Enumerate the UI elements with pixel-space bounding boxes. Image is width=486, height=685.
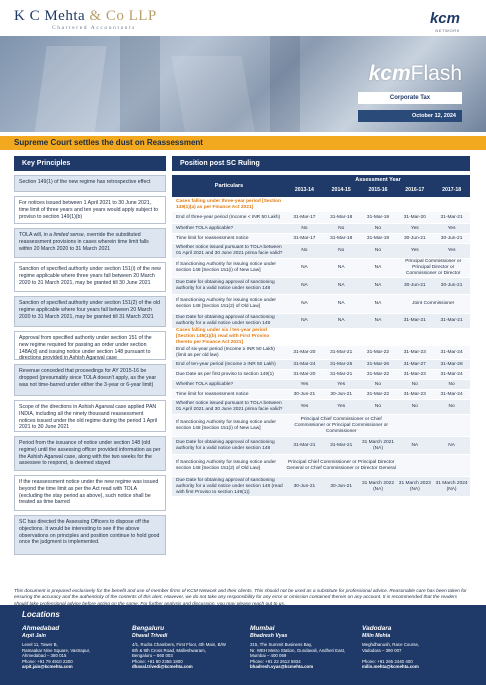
cell-value: No: [374, 404, 382, 409]
cell-value: 30-Jun-21: [330, 483, 352, 489]
principle-text: Revenue conceded that proceedings for AY 2015-16 be dropped (presumably since TOLA doesn't apply, as the year was not time-barred under either the 3-year or 6-year limit): [19, 368, 157, 388]
principle-text: Scope of the directions in Ashish Agarwal case applied PAN INDIA, including all the ninety thousand reassessment notices issued under the old regime during the period 1 April 2021 to 30 June 2021: [19, 404, 158, 431]
cell-value: NA: [374, 301, 382, 306]
office-city: Ahmedabad: [22, 625, 60, 632]
cell-value: No: [411, 381, 418, 387]
cell-value: 31-Mar-20: [293, 349, 316, 355]
office-address-line: Mumbai – 400 069: [250, 653, 287, 659]
office-vadodara: [362, 625, 472, 670]
office-address-line: Level 11, Tower B,: [22, 642, 58, 647]
office-address-line: Meghdhanush, Race Course,: [362, 642, 420, 647]
principle-text: Period from the issuance of notice under section 148 (old regime) until the assessing officer provided information as per the Ashish Agarwal case, along with the two weeks for the assessee to respond, is deemed stayed: [19, 440, 161, 467]
key-principle-item: [14, 175, 166, 192]
cell-value: No: [374, 225, 382, 231]
cell-value: Yes: [447, 225, 456, 231]
cell-value: No: [374, 381, 382, 387]
table-row: [172, 370, 470, 380]
row-label: Whether TOLA applicable?: [176, 381, 234, 387]
date-badge: October 12, 2024: [358, 110, 462, 122]
cell-value: Yes: [410, 248, 419, 253]
office-city: Mumbai: [250, 625, 275, 632]
office-contact: Milin Mehta: [362, 633, 391, 639]
cell-value: NA: [411, 442, 419, 448]
table-header: [172, 175, 470, 197]
key-principles-heading: Key Principles: [14, 156, 166, 171]
assessment-year-header: Assessment Year: [355, 177, 401, 183]
cell-value: 30-Jun-21: [403, 283, 426, 288]
cell-value: No: [301, 225, 308, 231]
cell-value: 31-Mar-21: [293, 442, 316, 448]
cell-value: 31 March 2021 (NA): [361, 439, 394, 451]
cell-value: No: [411, 404, 418, 409]
principle-text: Sanction of specified authority under section 151(2) of the old regime applicable where four years fall between 20 March 2020 to 31 March 2021, may be granted till 31 March 2021: [19, 300, 161, 320]
particulars-header: Particulars: [214, 183, 244, 189]
cell-value: Yes: [337, 404, 346, 409]
row-label: Whether notice issued pursuant to TOLA between 01 April 2021 and 30 June 2021 prima facie valid?: [176, 245, 283, 256]
table-row: [172, 477, 470, 497]
cell-value: 31-Mar-19: [366, 235, 390, 241]
office-address-line: 4/1, Rudra Chambers, First Floor, 4th Main, B/W: [132, 642, 226, 647]
office-ahmedabad: [22, 625, 132, 670]
row-label: Time limit for reassessment notice: [176, 235, 249, 241]
table-row: [172, 380, 470, 390]
table-row: [172, 390, 470, 400]
cell-value: 30-Jun-21: [440, 235, 463, 241]
cell-value: 31-Mar-18: [330, 214, 353, 220]
cell-value: No: [338, 248, 345, 253]
row-label: Due Date as per first proviso to section 149(1): [176, 371, 274, 377]
cell-value: Yes: [337, 381, 346, 387]
cell-value: 31 March 2022 (NA): [361, 480, 394, 492]
key-principle-item: [14, 475, 166, 511]
cell-value: 31-Mar-21: [330, 371, 353, 377]
cell-value: 31-Mar-19: [366, 214, 390, 220]
cell-value: No: [448, 404, 455, 409]
table-row: [172, 346, 470, 360]
cell-value: 31 March 2023 (NA): [398, 480, 431, 492]
cell-value: 30-Jun-21: [403, 235, 426, 241]
cell-value: 31-Mar-21: [440, 214, 463, 220]
cell-value: 31-Mar-28: [440, 361, 463, 367]
cell-value: 31-Mar-17: [293, 235, 316, 241]
key-principle-item: [14, 262, 166, 292]
cell-value: 31-Mar-23: [403, 349, 426, 355]
table-row: [172, 437, 470, 455]
cell-value: NA: [374, 283, 382, 288]
cell-value: Yes: [447, 248, 456, 253]
row-label: End of three-year period (Income < INR 50 Lakh): [176, 214, 281, 220]
office-address-line: Phone: +91 22 2612 5834: [250, 658, 301, 664]
cell-value: NA: [301, 265, 308, 270]
row-label: End of ten-year period (Income ≥ INR 50 Lakh): [176, 361, 276, 367]
table-row: [172, 199, 470, 212]
principle-text: , override the substituted reassessment provisions in cases wherein time limit falls within 20 March 2020 to 31 March 2021: [19, 232, 149, 252]
table-row: [172, 224, 470, 234]
spanned-value: Principal Chief Commissioner or Principal Director General or Chief Commissioner or Director General: [286, 459, 396, 471]
cell-value: Yes: [410, 225, 419, 231]
cell-value: 31-Mar-25: [330, 361, 353, 367]
flash-brand: kcm: [368, 62, 411, 85]
row-label: Whether TOLA applicable?: [176, 225, 234, 231]
cell-value: NA: [374, 265, 382, 270]
locations-heading: Locations: [22, 610, 60, 619]
cell-value: NA: [337, 318, 345, 323]
office-contact: Bhadresh Vyas: [250, 633, 288, 639]
row-label: Due Date for obtaining approval of sanctioning authority for a valid notice under section 148 (read with first Proviso to section 149(1)): [176, 477, 283, 495]
table-row: [172, 212, 470, 224]
cell-value: 31-Mar-27: [403, 361, 426, 367]
table-row: [172, 360, 470, 370]
principle-text: If the reassessment notice under the new regime was issued beyond the time limit as per the Act read with TOLA (excluding the stay period as above), such notice shall be treated as time barred: [19, 479, 159, 506]
cell-value: 31-Mar-21: [403, 318, 426, 323]
firm-suffix: & Co LLP: [89, 8, 157, 24]
cell-value: 30-Jun-21: [330, 391, 352, 397]
principle-text: Sanction of specified authority under section 151(i) of the new regime applicable where three years fall between 20 March 2020 to 31 March 2021, may be granted till 30 June 2021: [19, 266, 161, 286]
table-row: [172, 278, 470, 295]
cell-value: 31-Mar-22: [366, 349, 390, 355]
cell-value: No: [448, 381, 455, 387]
page-title: Supreme Court settles the dust on Reassessment: [14, 138, 203, 147]
office-address-line: 315, The Summit Business Bay,: [250, 642, 313, 647]
principle-text: Section 149(1) of the new regime has retrospective effect: [19, 179, 151, 185]
year-header: 2017-18: [442, 187, 462, 193]
row-label: Time limit for reassessment notice: [176, 391, 249, 397]
office-contact: Arpit Jain: [22, 633, 46, 639]
cell-value: 31-Mar-24: [293, 361, 316, 367]
office-address-line: Phone: +91 265 2440 400: [362, 658, 413, 664]
office-address-line: Nr. WEH Metro Station, Gundavali, Andheri East,: [250, 647, 346, 653]
cell-value: No: [374, 248, 382, 253]
section-label: Cases falling under three-year period [Section 149(1)(a) as per Finance Act 2021]: [176, 199, 282, 210]
principle-text: TOLA will,: [19, 232, 44, 238]
row-label: If Sanctioning Authority for issuing notice under section 148 [Section 151(i) of New Law]: [176, 262, 276, 273]
key-principle-item: [14, 331, 166, 360]
cell-value: 31-Mar-24: [440, 349, 463, 355]
table-row: [172, 259, 470, 278]
firm-logo: [14, 8, 157, 25]
cell-value: 31-Mar-22: [366, 371, 390, 377]
cell-value: NA: [374, 318, 382, 323]
network-sub: NETWORK: [435, 28, 460, 33]
title-bar: [0, 136, 486, 150]
cell-value: 31-Mar-26: [366, 361, 390, 367]
table-row: [172, 295, 470, 314]
cell-value: NA: [301, 318, 308, 323]
office-mumbai: [250, 625, 360, 670]
firm-name: K C Mehta: [14, 8, 86, 24]
principle-text: For notices issued between 1 April 2021 to 30 June 2021, time limit of three years and ten years would apply subject to proviso to section 149(1)(b): [19, 200, 158, 220]
year-header: 2015-16: [368, 187, 388, 193]
key-principle-item: [14, 364, 166, 396]
office-address-line: Ratnaakar Nine Square, Vastrapur,: [22, 647, 91, 653]
principle-text: Approval from specified authority under section 151 of the new regime required for passing an order under section 148A(d) and issuing notice under section 148 pursuant to directions provided in Ashish Agarwal case: [19, 335, 152, 362]
cell-value: 31-Mar-24: [440, 391, 463, 397]
year-header: 2013-14: [294, 187, 314, 193]
network-logo: kcm: [429, 10, 460, 27]
key-principle-item: [14, 515, 166, 555]
year-headers: [286, 187, 470, 193]
spanned-value: Principal Chief Commissioner or Chief Commissioner or Principal Commissioner or Commissioner: [294, 416, 388, 434]
key-principle-item: [14, 196, 166, 224]
cell-value: No: [301, 248, 308, 253]
cell-value: 31-Mar-18: [330, 235, 353, 241]
table-row: [172, 244, 470, 259]
office-address-line: Ahmedabad – 380 015: [22, 653, 67, 659]
row-label: End of six-year period (Income ≥ INR 50 Lakh) (limit as per old law): [176, 346, 275, 358]
table-row: [172, 455, 470, 477]
cell-value: NA: [337, 283, 345, 288]
office-address-line: Bengaluru – 560 003: [132, 653, 173, 659]
cell-value: Yes: [300, 404, 309, 409]
office-email[interactable]: arpit.jain@kcmehta.com: [22, 664, 73, 670]
office-contact: Dhaval Trivedi: [132, 633, 168, 639]
principle-emphasis: in a limited sense: [43, 232, 84, 238]
table-row: [172, 400, 470, 415]
cell-value: 31-Mar-17: [293, 214, 316, 220]
cell-value: NA: [301, 301, 308, 306]
top-header: [0, 0, 486, 36]
office-address-line: Phone: +91 80 2356 1800: [132, 658, 183, 664]
row-label: Whether notice issued pursuant to TOLA between 01 April 2021 and 30 June 2021 prima facie valid?: [176, 401, 283, 412]
row-label: If Sanctioning Authority for issuing notice under section 148 [Section 151(i) of New Law]: [176, 419, 276, 431]
key-principle-item: [14, 228, 166, 258]
cell-value: Yes: [300, 381, 309, 387]
table-row: [172, 234, 470, 244]
row-label: If Sanctioning Authority for issuing notice under section 148 [Section 151(2) of Old Law]: [176, 459, 276, 471]
year-header: 2016-17: [405, 187, 425, 193]
section-label: Cases falling under six / ten-year period [Section 149(1)(b) read with First Proviso thereto per Finance Act 2021]: [176, 328, 270, 345]
year-header: 2014-15: [331, 187, 351, 193]
flash-title: [369, 62, 462, 86]
table-row: [172, 415, 470, 437]
key-principle-item: [14, 436, 166, 471]
flash-word: Flash: [410, 62, 462, 85]
cell-value: No: [338, 225, 345, 231]
cell-value: 30-Jun-21: [293, 483, 316, 489]
cell-value: NA: [448, 442, 455, 448]
office-email[interactable]: dhaval.trivedi@kcmehta.com: [132, 664, 193, 670]
spanned-value: Joint Commissioner: [412, 301, 455, 306]
spanned-value: Principal Commissioner or Principal Director or Commissioner or Director: [405, 259, 462, 276]
row-label: Due Date for obtaining approval of sanctioning authority for a valid notice under section 148: [176, 315, 275, 326]
cell-value: 30-Jun-21: [440, 283, 463, 288]
office-email[interactable]: bhadresh.vyas@kcmehta.com: [250, 664, 314, 670]
cell-value: 31-Mar-23: [403, 391, 426, 397]
cell-value: 31-Mar-20: [293, 371, 316, 377]
cell-value: 31 March 2024 (NA): [435, 480, 468, 492]
category-badge: Corporate Tax: [358, 92, 462, 104]
disclaimer: This document is prepared exclusively for the benefit and use of member firms of KCM Network and their clients. This should not be used as a substitute for professional advice. Reasonable care has been taken for ensuring the accuracy and the authenticity of the contents of this alert. However, we do not take any responsibility for any error or omission contained therein on any account. It is recommended that the readers: [14, 589, 467, 601]
cell-value: 31-Mar-24: [440, 371, 463, 377]
cell-value: 31-Mar-22: [366, 391, 390, 397]
cell-value: NA: [301, 283, 308, 288]
cell-value: 31-Mar-21: [330, 442, 353, 448]
office-bengaluru: [132, 625, 242, 670]
office-address-line: Vadodara – 390 007: [362, 647, 402, 653]
office-city: Vadodara: [362, 625, 392, 632]
principle-text: SC has directed the Assessing Officers to dispose off the objections. It would be interesting to see if the above observations on principles and position continue to hold good once the judgment is implemented.: [19, 519, 160, 546]
locations-footer: [0, 605, 486, 685]
cell-value: 31-Mar-23: [403, 371, 426, 377]
cell-value: 31-Mar-20: [403, 214, 426, 220]
key-principle-item: [14, 400, 166, 432]
row-label: Due Date for obtaining approval of sanctioning authority for a valid notice under section 148: [176, 280, 275, 291]
banner: [0, 36, 486, 132]
row-label: Due Date for obtaining approval of sanctioning authority for a valid notice under section 148: [176, 439, 275, 451]
cell-value: 31-Mar-21: [440, 318, 463, 323]
table-row: [172, 314, 470, 329]
table-row: [172, 329, 470, 346]
office-address-line: 8th & 9th Cross Road, Malleshwaram,: [132, 647, 206, 653]
cell-value: 30-Jun-21: [293, 391, 316, 397]
cell-value: 31-Mar-21: [330, 349, 353, 355]
row-label: If Sanctioning Authority for issuing notice under section 148 [Section 151(2) of Old Law]: [176, 298, 276, 309]
key-principle-item: [14, 296, 166, 327]
office-email[interactable]: milin.mehta@kcmehta.com: [362, 664, 419, 670]
office-address-line: Phone: +91 79 4910 2200: [22, 658, 73, 664]
cell-value: NA: [337, 301, 345, 306]
firm-sub: Chartered Accountants: [52, 25, 136, 31]
position-heading: Position post SC Ruling: [172, 156, 470, 171]
cell-value: NA: [337, 265, 345, 270]
office-city: Bengaluru: [132, 625, 165, 632]
